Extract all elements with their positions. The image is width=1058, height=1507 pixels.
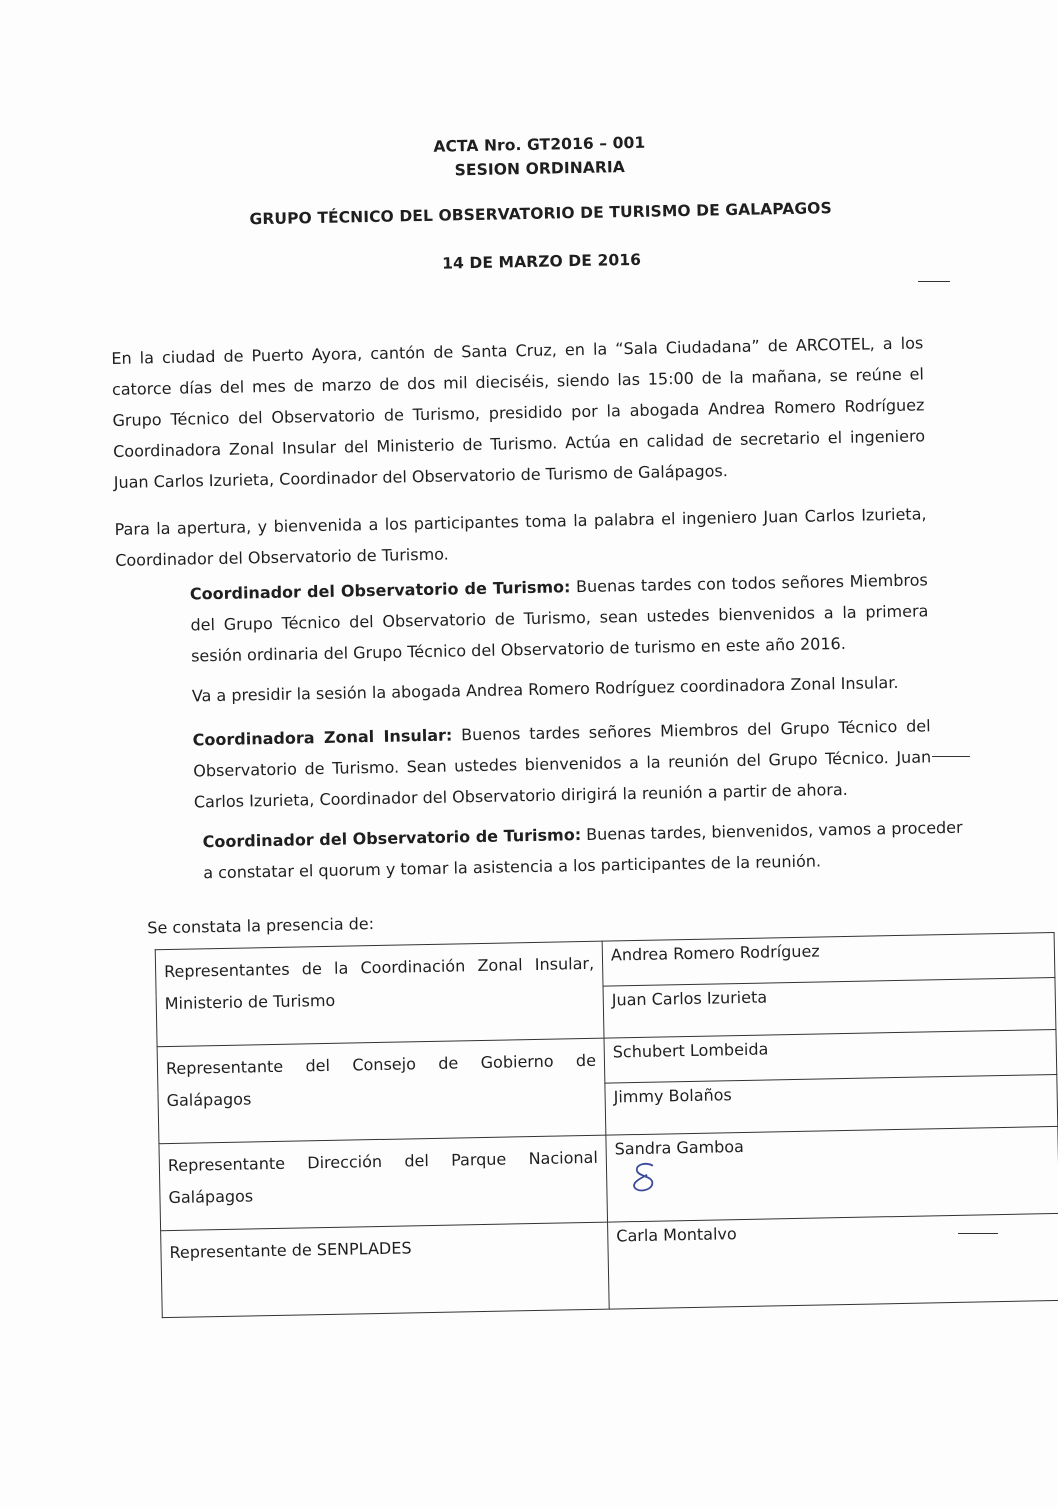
name-cell: Schubert Lombeida [604,1029,1057,1083]
dialogue-zonal-coordinator [192,710,932,817]
name-cell: Carla Montalvo [608,1213,1058,1309]
dialogue-text: Buenas tardes, bienvenidos, vamos a proceder [580,817,963,845]
dialogue-coordinator-1 [190,564,930,671]
opening-line: Coordinador del Observatorio de Turismo. [115,544,449,570]
dialogue-coordinator-2 [202,812,963,888]
attendance-intro: Se constata la presencia de: [147,914,375,938]
role-cell: Representantes de la Coordinación Zonal Insular, Ministerio de Turismo [155,941,604,1047]
margin-mark [958,1233,998,1234]
intro-line: En la ciudad de Puerto Ayora, cantón de Santa Cruz, en la “Sala Ciudadana” de ARCOTEL, a los [111,333,924,368]
intro-line: catorce días del mes de marzo de dos mil dieciséis, siendo las 15:00 de la mañana, se reúne el [111,364,924,399]
dialogue-text: Va a presidir la sesión la abogada Andrea Romero Rodríguez coordinadora Zonal Insular. [191,672,899,706]
dialogue-text: del Grupo Técnico del Observatorio de Turismo, sean ustedes bienvenidos a la primera [190,601,929,635]
role-cell: Representante de SENPLADES [161,1222,610,1318]
name-cell: Jimmy Bolaños [605,1075,1058,1135]
signature-mark [625,1159,666,1196]
margin-mark [918,281,950,282]
margin-mark [932,756,970,757]
name-cell: Sandra Gamboa [606,1126,1058,1222]
intro-line: Coordinadora Zonal Insular del Ministerio de Turismo. Actúa en calidad de secretario el ingeniero [112,426,926,461]
dialogue-text: sesión ordinaria del Grupo Técnico del Observatorio de turismo en este año 2016. [190,633,846,666]
speaker-label: Coordinadora Zonal Insular: [192,725,453,750]
dialogue-text: Buenos tardes señores Miembros del Grupo Técnico del [452,716,931,745]
dialogue-text: Observatorio de Turismo. Sean ustedes bienvenidos a la reunión del Grupo Técnico. Juan [193,747,932,781]
name-cell: Andrea Romero Rodríguez [602,932,1055,986]
table-row [161,1213,1058,1317]
acta-number: ACTA Nro. GT2016 – 001 [433,133,646,156]
intro-line: Juan Carlos Izurieta, Coordinador del Observatorio de Turismo de Galápagos. [113,461,729,492]
role-cell: Representante Dirección del Parque Nacional Galápagos [159,1135,608,1231]
opening-paragraph [114,498,927,576]
dialogue-text: a constatar el quorum y tomar la asistencia a los participantes de la reunión. [203,851,822,883]
intro-paragraph [111,327,926,498]
attendance-table [155,932,1058,1318]
group-title: GRUPO TÉCNICO DEL OBSERVATORIO DE TURISMO DE GALAPAGOS [249,199,832,229]
opening-line: Para la apertura, y bienvenida a los participantes toma la palabra el ingeniero Juan Carlos Izurieta, [114,504,927,539]
speaker-label: Coordinador del Observatorio de Turismo: [202,825,582,852]
dialogue-text: Carlos Izurieta, Coordinador del Observatorio dirigirá la reunión a partir de ahora. [193,779,848,812]
dialogue-chair-note [192,666,930,711]
dialogue-text: Buenas tardes con todos señores Miembros [570,570,928,597]
role-cell: Representante del Consejo de Gobierno de Galápagos [157,1038,606,1144]
intro-line: Grupo Técnico del Observatorio de Turismo, presidido por la abogada Andrea Romero Rodríguez [112,395,925,430]
name-cell: Juan Carlos Izurieta [603,978,1056,1038]
meeting-date: 14 DE MARZO DE 2016 [441,250,642,273]
session-type: SESION ORDINARIA [454,158,626,180]
speaker-label: Coordinador del Observatorio de Turismo: [189,577,571,604]
